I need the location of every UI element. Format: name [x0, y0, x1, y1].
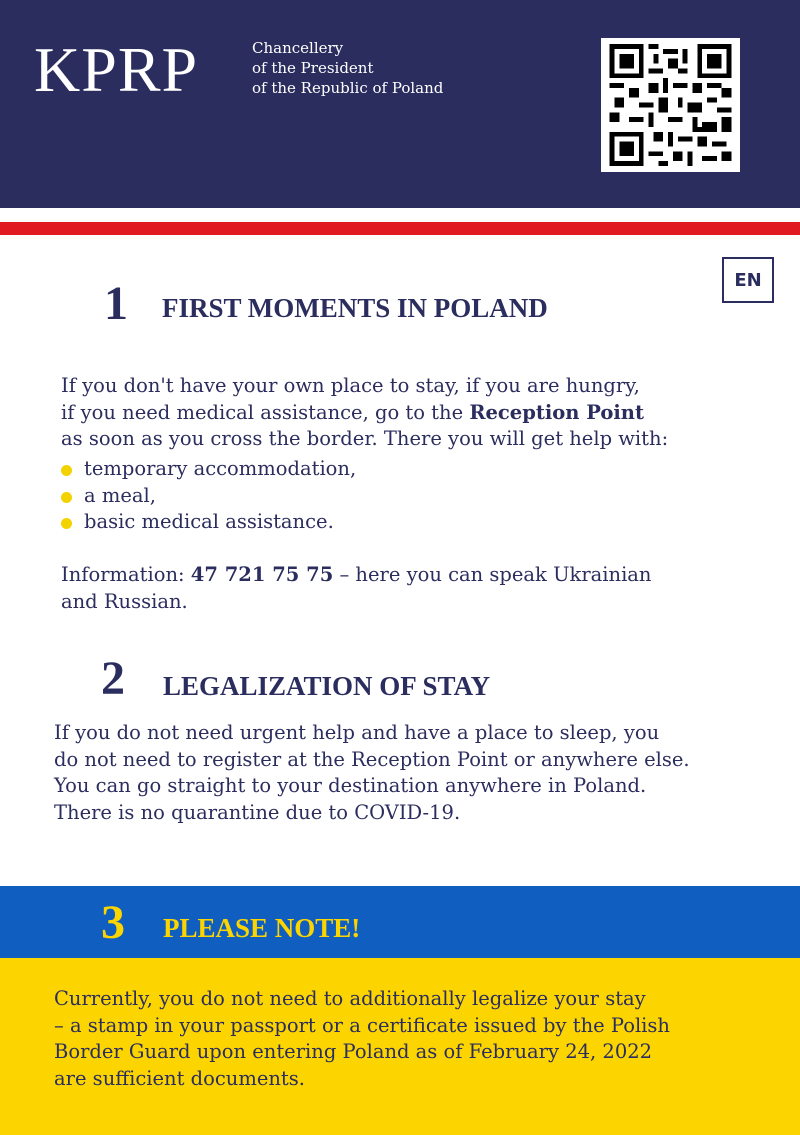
- list-item-text: basic medical assistance.: [84, 510, 334, 533]
- flag-white-stripe: [0, 208, 800, 222]
- intro-line-text: if you need medical assistance, go to the: [61, 400, 470, 424]
- organization-name: [252, 38, 443, 98]
- body-line: – a stamp in your passport or a certificate issued by the Polish: [54, 1013, 670, 1037]
- flag-red-stripe: [0, 222, 800, 235]
- list-item: [60, 509, 356, 536]
- body-line: Currently, you do not need to additionally legalize your stay: [54, 987, 646, 1010]
- header-banner: [0, 0, 800, 208]
- info-line: and Russian.: [61, 589, 188, 613]
- org-line: of the Republic of Poland: [252, 79, 444, 97]
- org-line: Chancellery: [252, 39, 344, 57]
- kprp-logo: KPRP: [34, 34, 199, 105]
- section-2-title: LEGALIZATION OF STAY: [163, 671, 491, 701]
- section-3-title: PLEASE NOTE!: [163, 913, 361, 943]
- section-3-header-band: [0, 886, 800, 958]
- info-text: – here you can speak Ukrainian: [333, 563, 652, 586]
- section-3-number: 3: [101, 896, 125, 949]
- body-line: There is no quarantine due to COVID-19.: [54, 800, 461, 824]
- bullet-dot-icon: [61, 518, 72, 529]
- section-1-intro: [61, 373, 668, 453]
- language-badge[interactable]: EN: [722, 257, 774, 303]
- info-phone-number[interactable]: 47 721 75 75: [190, 563, 334, 586]
- list-item: [60, 456, 356, 483]
- list-item-text: a meal,: [84, 483, 156, 507]
- help-list: [60, 456, 356, 536]
- section-1-number: 1: [104, 277, 128, 330]
- section-2-body: [54, 720, 690, 826]
- qr-code-icon: [609, 44, 732, 166]
- info-label: Information:: [61, 563, 191, 586]
- body-line: do not need to register at the Reception Point or anywhere else.: [54, 747, 690, 771]
- intro-line: If you don't have your own place to stay, if you are hungry,: [61, 374, 640, 397]
- section-1-title: FIRST MOMENTS IN POLAND: [162, 293, 548, 323]
- body-line: are sufficient documents.: [54, 1066, 305, 1090]
- section-3-body: [54, 986, 670, 1092]
- body-line: If you do not need urgent help and have a place to sleep, you: [54, 721, 660, 744]
- reception-point-emphasis: Reception Point: [469, 400, 644, 424]
- body-line: You can go straight to your destination anywhere in Poland.: [54, 774, 647, 797]
- qr-code[interactable]: [601, 38, 740, 172]
- section-3-body-band: [0, 958, 800, 1135]
- information-line: [61, 562, 652, 615]
- intro-line: [61, 400, 668, 427]
- section-2-number: 2: [101, 652, 125, 705]
- org-line: of the President: [252, 59, 374, 77]
- intro-line: as soon as you cross the border. There you will get help with:: [61, 427, 669, 450]
- bullet-dot-icon: [61, 492, 72, 503]
- bullet-dot-icon: [61, 465, 72, 476]
- body-line: Border Guard upon entering Poland as of February 24, 2022: [54, 1040, 653, 1063]
- info-line: [61, 562, 652, 589]
- list-item-text: temporary accommodation,: [84, 457, 357, 480]
- list-item: [60, 483, 356, 510]
